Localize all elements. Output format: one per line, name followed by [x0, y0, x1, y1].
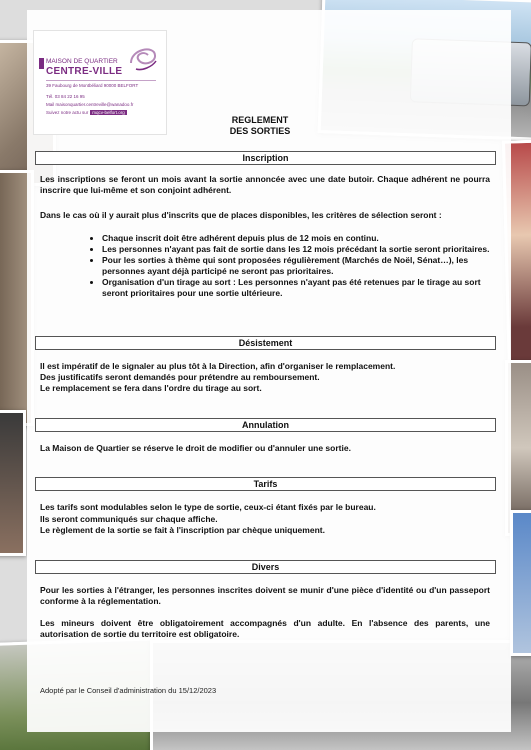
section-header-divers: Divers	[35, 560, 496, 574]
background-photo	[510, 510, 531, 656]
desistement-line-1: Il est impératif de le signaler au plus tôt à la Direction, afin d'organiser le remplacement.	[40, 361, 396, 371]
list-item: • Chaque inscrit doit être adhérent depuis plus de 12 mois en continu.	[102, 233, 490, 244]
logo-web-prefix: Suivez notre actu sur	[46, 110, 89, 115]
logo-accent-bar	[39, 58, 44, 69]
title-line-1: REGLEMENT	[231, 115, 289, 125]
logo-email: Mail maisonquartier.centreville@wanadoo.fr	[46, 102, 134, 107]
logo-name: CENTRE-VILLE	[46, 66, 123, 77]
title-line-2: DES SORTIES	[229, 126, 291, 136]
maison-de-quartier-logo	[33, 30, 167, 135]
divers-paragraph-1: Pour les sorties à l'étranger, les personnes inscrites doivent se munir d'une pièce d'identité ou d'un passeport conforme à la réglementation.	[40, 585, 490, 606]
list-item: • Les personnes n'ayant pas fait de sortie dans les 12 mois précédant la sortie seront prioritaires.	[102, 244, 490, 255]
section-header-annulation: Annulation	[35, 418, 496, 432]
tarifs-line-1: Les tarifs sont modulables selon le type de sortie, ceux-ci étant fixés par le bureau.	[40, 502, 376, 512]
logo-address: 39 Faubourg de Montbéliard 90000 BELFORT	[46, 83, 139, 88]
inscription-paragraph-1: Les inscriptions se feront un mois avant la sortie annoncée avec une date butoir. Chaque adhérent ne pourra inscrire que lui-même et son conjoint adhérent.	[40, 174, 490, 195]
footer-adoption-note: Adopté par le Conseil d'administration du 15/12/2023	[40, 686, 217, 695]
desistement-line-2: Des justificatifs seront demandés pour prétendre au remboursement.	[40, 372, 320, 382]
page-title	[225, 115, 295, 137]
logo-subtitle: MAISON DE QUARTIER	[46, 58, 118, 65]
inscription-paragraph-2: Dans le cas où il y aurait plus d'inscrits que de places disponibles, les critères de sélection seront :	[40, 210, 442, 220]
tarifs-line-2: Ils seront communiqués sur chaque affiche.	[40, 514, 218, 524]
logo-web-line	[46, 110, 127, 115]
section-header-desistement: Désistement	[35, 336, 496, 350]
inscription-criteria-list	[90, 233, 490, 299]
divers-paragraph-2: Les mineurs doivent être obligatoirement accompagnés d'un adulte. En l'absence des parents, une autorisation de sortie du territoire est obligatoire.	[40, 618, 490, 639]
tarifs-line-3: Le règlement de la sortie se fait à l'inscription par chèque uniquement.	[40, 525, 325, 535]
logo-phone: Tél. 03 84 22 16 95	[46, 94, 85, 99]
list-item: • Pour les sorties à thème qui sont proposées régulièrement (Marchés de Noël, Sénat…), les personnes ayant déjà participé ne seront pas prioritaires.	[102, 255, 490, 277]
desistement-line-3: Le remplacement se fera dans l'ordre du tirage au sort.	[40, 383, 262, 393]
annulation-line-1: La Maison de Quartier se réserve le droit de modifier ou d'annuler une sortie.	[40, 443, 351, 453]
background-photo	[0, 410, 26, 556]
section-header-inscription: Inscription	[35, 151, 496, 165]
list-item: • Organisation d'un tirage au sort : Les personnes n'ayant pas été retenues par le tirage au sort seront prioritaires pour une sortie ultérieure.	[102, 277, 490, 299]
section-header-tarifs: Tarifs	[35, 477, 496, 491]
logo-web: mqcv-belfort.org	[92, 110, 125, 115]
logo-divider	[46, 80, 156, 81]
logo-swirl-icon	[126, 41, 160, 75]
